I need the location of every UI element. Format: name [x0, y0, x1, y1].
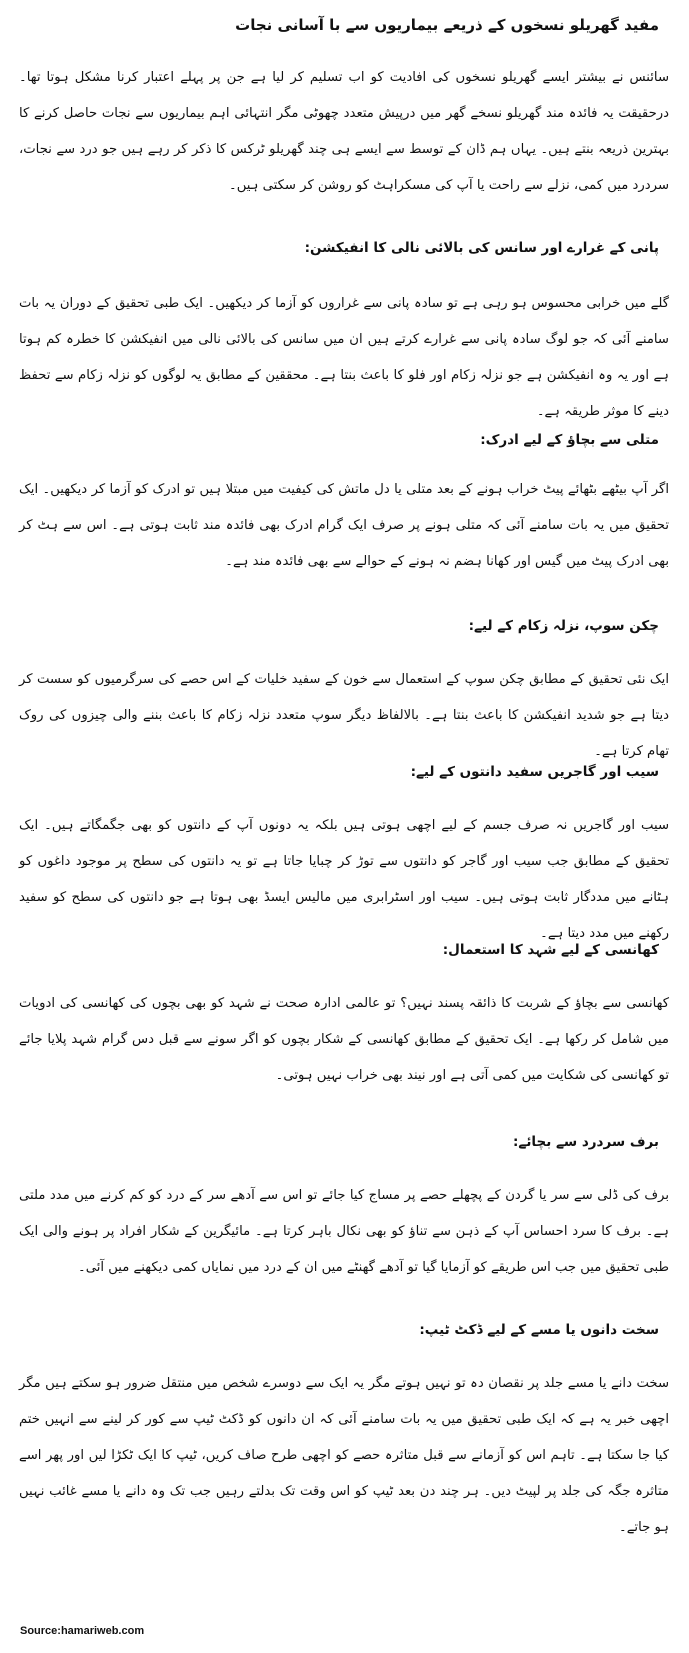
section-heading-ice: برف سردرد سے بچائے:	[513, 1134, 659, 1150]
section-heading-apples-carrots: سیب اور گاجریں سفید دانتوں کے لیے:	[410, 764, 659, 780]
section-heading-honey: کھانسی کے لیے شہد کا استعمال:	[442, 942, 659, 958]
section-heading-ginger: متلی سے بچاؤ کے لیے ادرک:	[480, 432, 659, 448]
intro-paragraph: سائنس نے بیشتر ایسے گھریلو نسخوں کی افادیت کو اب تسلیم کر لیا ہے جن پر پہلے اعتبار کرنا مشکل ہوتا تھا۔ درحقیقت یہ فائدہ مند گھریلو نسخے گھر میں درپیش متعدد چھوٹی مگر انتہائی اہم بیماریوں سے نجات حاصل کرنے کا بہترین ذریعہ بنتے ہیں۔ یہاں ہم ڈان کے توسط سے ایسے ہی چند گھریلو ٹرکس کا ذکر کر رہے ہیں جو درد سے نجات، سردرد میں کمی، نزلے سے راحت یا آپ کی مسکراہٹ کو روشن کر سکتی ہیں۔	[19, 70, 670, 193]
section-body-water-gargle: گلے میں خرابی محسوس ہو رہی ہے تو سادہ پانی سے غراروں کو آزما کر دیکھیں۔ ایک طبی تحقیق کے دوران یہ بات سامنے آئی کہ جو لوگ سادہ پانی سے غرارے کرتے ہیں ان میں سانس کی بالائی نالی میں انفیکشن کا خطرہ کم ہوتا ہے اور یہ وہ انفیکشن ہے جو نزلہ زکام اور فلو کا باعث بنتا ہے۔ محققین کے مطابق یہ لوگوں کو نزلہ زکام سے تحفظ دینے کا موثر طریقہ ہے۔	[19, 296, 669, 419]
source-credit: Source:hamariweb.com	[20, 1625, 145, 1637]
section-body-honey: کھانسی سے بچاؤ کے شربت کا ذائقہ پسند نہیں؟ تو عالمی ادارہ صحت نے شہد کو بھی بچوں کی کھانسی کی ادویات میں شامل کر رکھا ہے۔ ایک تحقیق کے مطابق کھانسی کے شکار بچوں کو اگر سونے سے قبل دس گرام شہد پلایا جائے تو کھانسی کی شکایت میں کمی آتی ہے اور نیند بھی خراب نہیں ہوتی۔	[19, 996, 669, 1083]
section-body-apples-carrots: سیب اور گاجریں نہ صرف جسم کے لیے اچھی ہوتی ہیں بلکہ یہ دونوں آپ کے دانتوں کو بھی جگمگاتے ہیں۔ ایک تحقیق کے مطابق جب سیب اور گاجر کو دانتوں سے توڑ کر چبایا جاتا ہے تو یہ دانتوں کی سطح پر موجود داغوں کو ہٹانے میں مددگار ثابت ہوتی ہیں۔ سیب اور اسٹرابری میں مالیس ایسڈ بھی ہوتا ہے جو دانتوں کی سطح کو سفید رکھنے میں مدد دیتا ہے۔	[19, 818, 669, 941]
section-body-duct-tape: سخت دانے یا مسے جلد پر نقصان دہ تو نہیں ہوتے مگر یہ ایک سے دوسرے شخص میں منتقل ضرور ہو سکتے ہیں مگر اچھی خبر یہ ہے کہ ایک طبی تحقیق میں یہ بات سامنے آئی کہ ان دانوں کو ڈکٹ ٹیپ سے کور کر لینے سے انہیں ختم کیا جا سکتا ہے۔ تاہم اس کو آزمانے سے قبل متاثرہ حصے کو اچھی طرح صاف کریں، ٹیپ کا ایک ٹکڑا لیں اور پھر اسے متاثرہ جگہ کی جلد پر لپیٹ دیں۔ ہر چند دن بعد ٹیپ کو اس وقت تک بدلتے رہیں جب تک وہ دانے یا مسے غائب نہیں ہو جاتے۔	[19, 1376, 669, 1535]
section-body-ice: برف کی ڈلی سے سر یا گردن کے پچھلے حصے پر مساج کیا جائے تو اس سے آدھے سر کے درد کو کم کرنے میں مدد ملتی ہے۔ برف کا سرد احساس آپ کے ذہن سے تناؤ کو بھی نکال باہر کرتا ہے۔ مائیگرین کے شکار افراد پر ہونے والی ایک طبی تحقیق میں جب اس طریقے کو آزمایا گیا تو آدھے گھنٹے میں ان کے درد میں نمایاں کمی دیکھنے میں آئی۔	[19, 1188, 669, 1275]
section-heading-duct-tape: سخت دانوں یا مسے کے لیے ڈکٹ ٹیپ:	[419, 1322, 659, 1338]
section-heading-water-gargle: پانی کے غرارے اور سانس کی بالائی نالی کا انفیکشن:	[304, 240, 659, 256]
article-title: مفید گھریلو نسخوں کے ذریعے بیماریوں سے با آسانی نجات	[235, 16, 659, 34]
section-body-chicken-soup: ایک نئی تحقیق کے مطابق چکن سوپ کے استعمال سے خون کے سفید خلیات کے اس حصے کی سرگرمیوں کو سست کر دیتا ہے جو شدید انفیکشن کا باعث بنتا ہے۔ بالالفاظ دیگر سوپ متعدد نزلہ زکام کا باعث بننے والی چیزوں کی روک تھام کرتا ہے۔	[19, 672, 669, 759]
section-heading-chicken-soup: چکن سوپ، نزلہ زکام کے لیے:	[468, 618, 659, 634]
section-body-ginger: اگر آپ بیٹھے بٹھائے پیٹ خراب ہونے کے بعد متلی یا دل ماتش کی کیفیت میں مبتلا ہیں تو ادرک کو آزما کر دیکھیں۔ ایک تحقیق میں یہ بات سامنے آئی کہ متلی ہونے پر صرف ایک گرام ادرک بھی فائدہ مند ثابت ہوتی ہے۔ اس سے ہٹ کر بھی ادرک پیٹ میں گیس اور کھانا ہضم نہ ہونے کے حوالے سے بھی فائدہ مند ہے۔	[19, 482, 669, 569]
